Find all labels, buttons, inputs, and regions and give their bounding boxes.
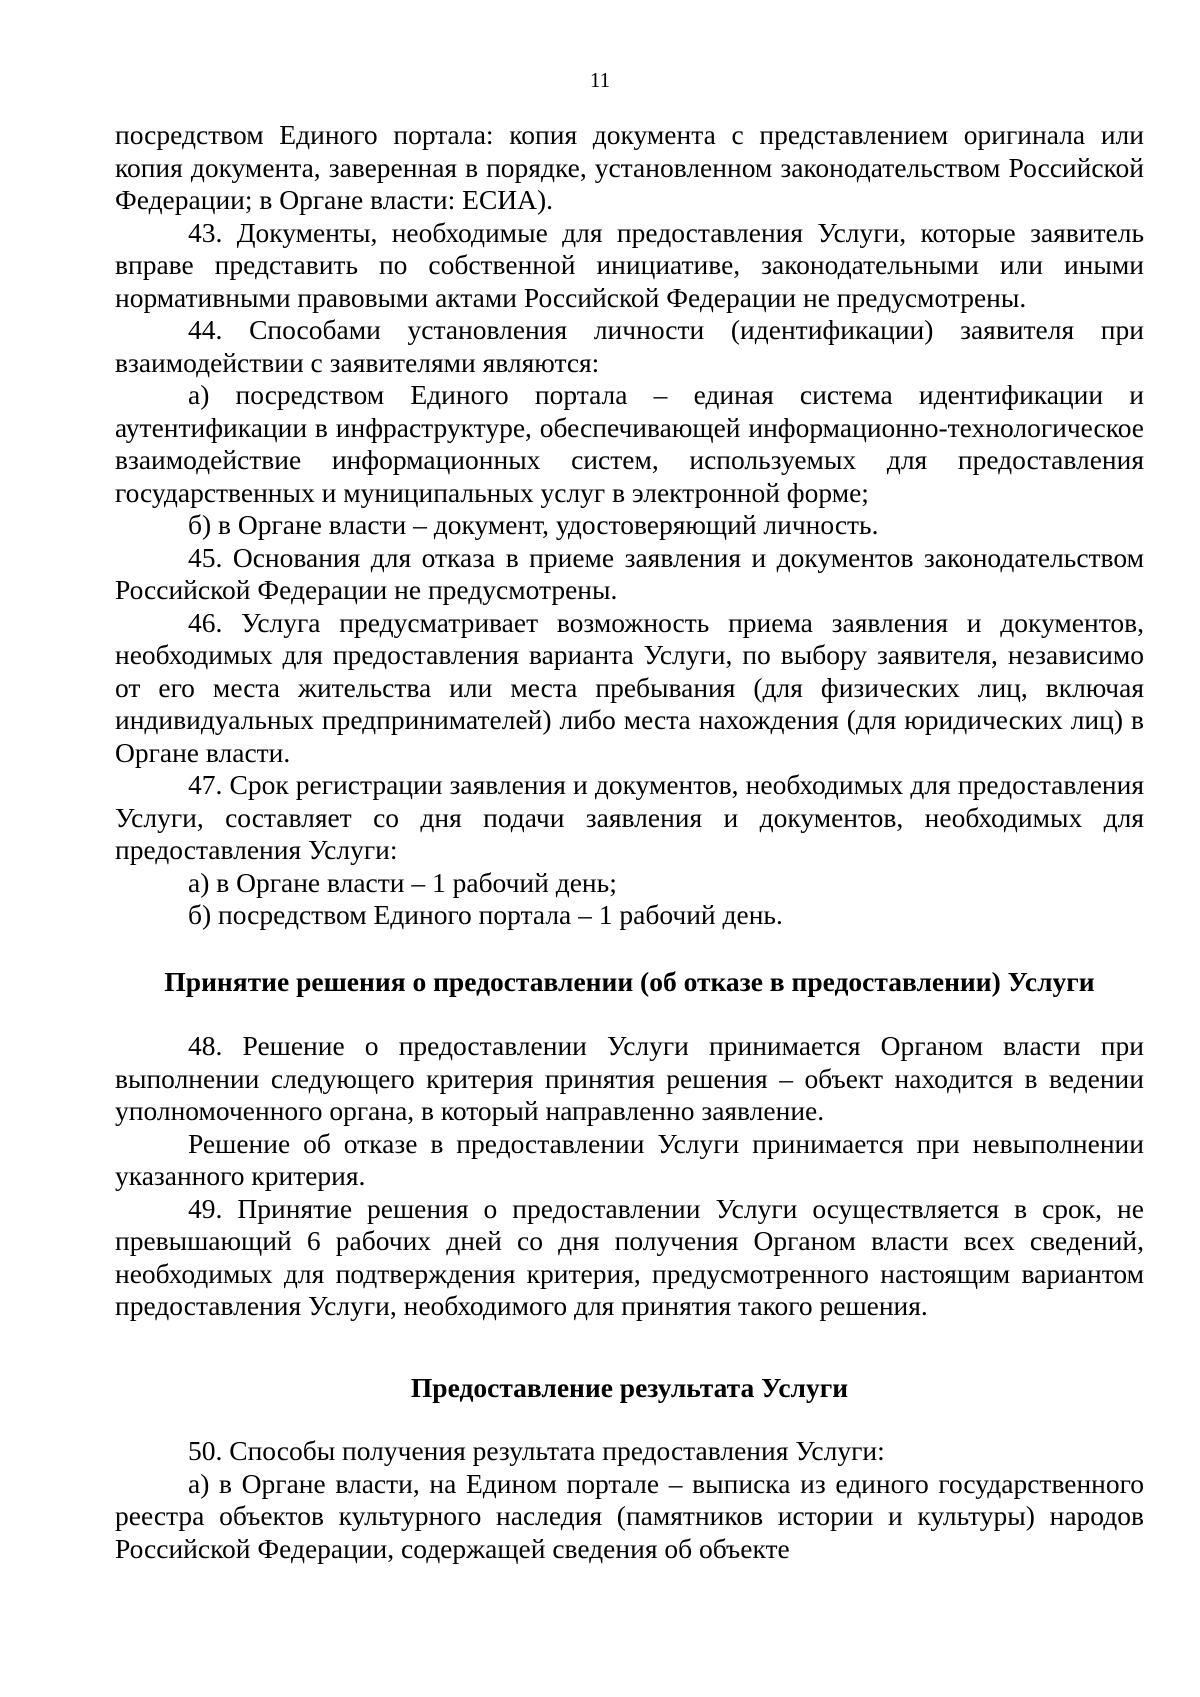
paragraph-43: 43. Документы, необходимые для предоставления Услуги, которые заявитель вправе представить по собственной инициативе, законодательными или иными нормативными правовыми актами Российской Федерации не предусмотрены. — [115, 216, 1144, 313]
paragraph-46: 46. Услуга предусматривает возможность приема заявления и документов, необходимых для предоставления варианта Услуги, по выбору заявителя, независимо от его места жительства или места пребывания (для физических лиц, включая индивидуальных предпринимателей) либо места нахождения (для юридических лиц) в Органе власти. — [115, 606, 1144, 768]
paragraph-continuation: посредством Единого портала: копия документа с представлением оригинала или копия документа, заверенная в порядке, установленном законодательством Российской Федерации; в Органе власти: ЕСИА). — [115, 119, 1144, 215]
paragraph-45: 45. Основания для отказа в приеме заявления и документов законодательством Российской Федерации не предусмотрены. — [115, 541, 1144, 605]
paragraph-49: 49. Принятие решения о предоставлении Услуги осуществляется в срок, не превышающий 6 рабочих дней со дня получения Органом власти всех сведений, необходимых для подтверждения критерия, предусмотренного настоящим вариантом предоставления Услуги, необходимого для принятия такого решения. — [115, 1192, 1144, 1321]
paragraph-47: 47. Срок регистрации заявления и документов, необходимых для предоставления Услуги, составляет со дня подачи заявления и документов, необходимых для предоставления Услуги: — [115, 769, 1144, 865]
paragraph-47-b: б) посредством Единого портала – 1 рабочий день. — [188, 899, 783, 930]
paragraph-50-a: а) в Органе власти, на Едином портале – выписка из единого государственного реестра объектов культурного наследия (памятников истории и культуры) народов Российской Федерации, содержащей сведения об объекте — [115, 1467, 1144, 1564]
section-heading-decision: Принятие решения о предоставлении (об отказе в предоставлении) Услуги — [164, 965, 1095, 997]
paragraph-44-a: а) посредством Единого портала – единая система идентификации и аутентификации в инфраструктуре, обеспечивающей информационно-технологическое взаимодействие информационных систем, используемых для предоставления государственных и муниципальных услуг в электронной форме; — [115, 379, 1144, 508]
paragraph-48-refusal: Решение об отказе в предоставлении Услуги принимается при невыполнении указанного критерия. — [115, 1127, 1144, 1191]
paragraph-47-a: а) в Органе власти – 1 рабочий день; — [188, 866, 617, 898]
paragraph-44: 44. Способами установления личности (идентификации) заявителя при взаимодействии с заявителями являются: — [115, 314, 1144, 378]
page-number: 11 — [589, 68, 611, 92]
paragraph-44-b: б) в Органе власти – документ, удостоверяющий личность. — [188, 509, 879, 540]
section-heading-result: Предоставление результата Услуги — [410, 1371, 849, 1403]
document-body — [115, 119, 1144, 1565]
paragraph-48: 48. Решение о предоставлении Услуги принимается Органом власти при выполнении следующего критерия принятия решения – объект находится в ведении уполномоченного органа, в который направленно заявление. — [115, 1030, 1144, 1126]
paragraph-50: 50. Способы получения результата предоставления Услуги: — [188, 1435, 885, 1466]
